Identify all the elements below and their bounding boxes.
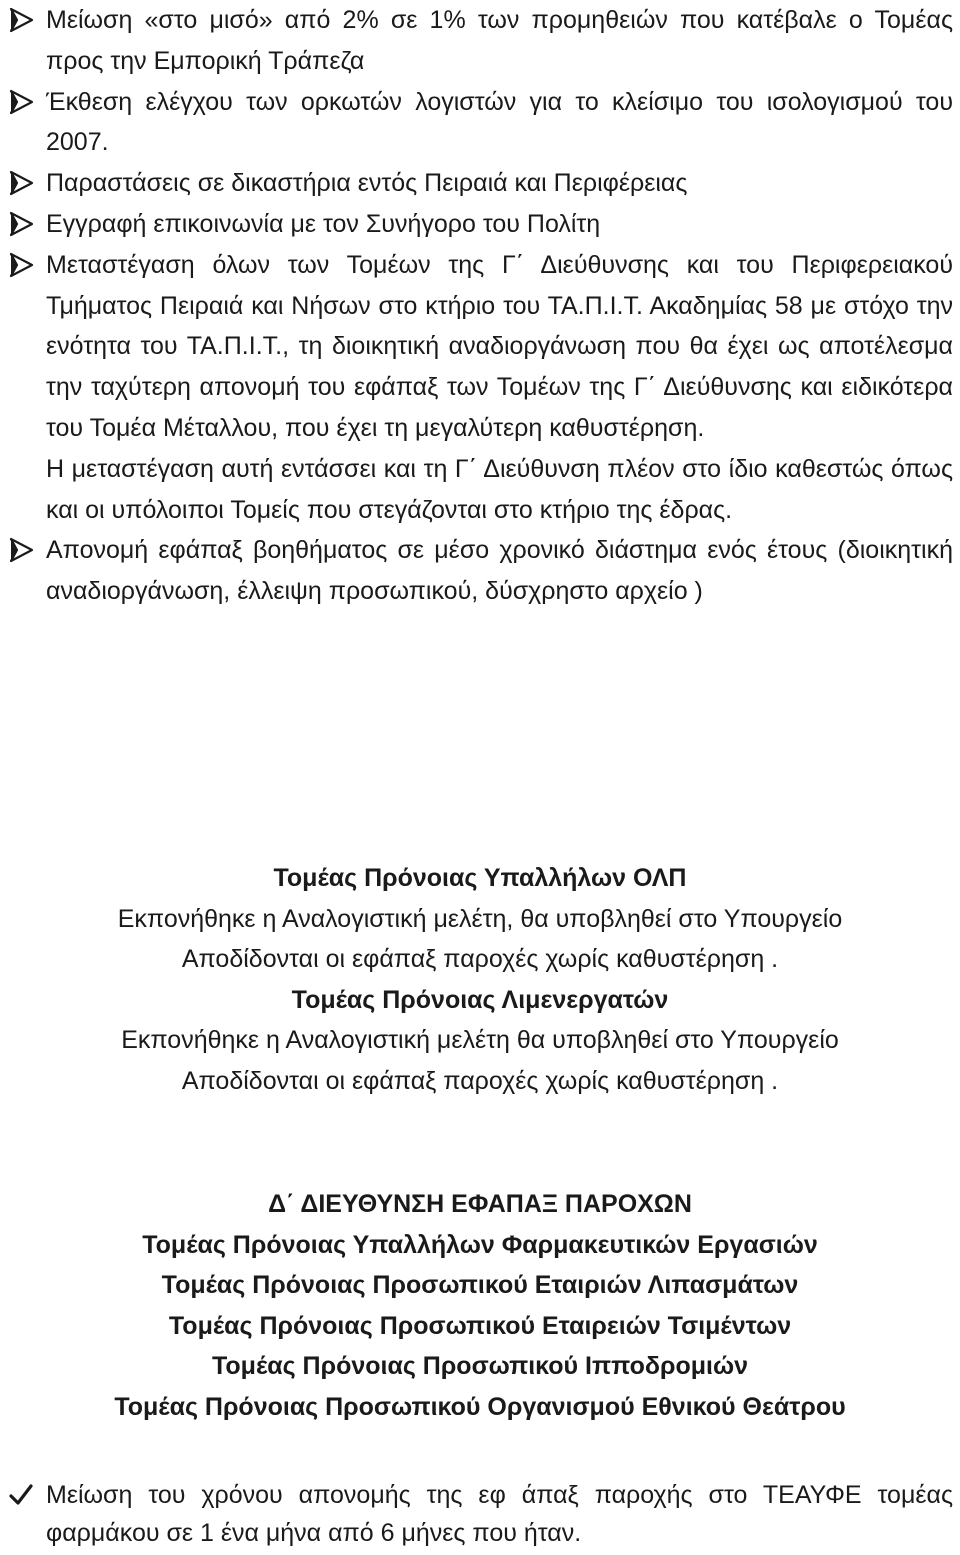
check-list — [0, 1476, 960, 1552]
arrowhead-bullet-icon — [8, 170, 34, 196]
sector-name: Τομέας Πρόνοιας Προσωπικού Ιπποδρομιών — [211, 1352, 749, 1380]
bullet-text: Εγγραφή επικοινωνία με τον Συνήγορο του Πολίτη — [46, 209, 601, 238]
sector-name: Τομέας Πρόνοιας Προσωπικού Οργανισμού Εθνικού Θεάτρου — [114, 1392, 846, 1421]
sector-name: Τομέας Πρόνοιας Υπαλλήλων Φαρμακευτικών Εργασιών — [142, 1230, 818, 1259]
relocation-note: Η μεταστέγαση αυτή εντάσσει και τη Γ΄ Διεύθυνση πλέον στο ίδιο καθεστώς όπως και οι υπόλοιποι Τομείς που στεγάζονται στο κτήριο της έδρας. — [46, 454, 953, 524]
list-item — [0, 204, 960, 245]
checkmark-icon — [8, 1482, 34, 1508]
bullet-list — [0, 0, 960, 612]
check-text: Μείωση του χρόνου απονομής της εφ άπαξ παροχής στο ΤΕΑΥΦΕ τομέας φαρμάκου σε 1 ένα μήνα από 6 μήνες που ήταν. — [46, 1481, 953, 1547]
bullet-text: Μείωση «στο μισό» από 2% σε 1% των προμηθειών που κατέβαλε ο Τομέας προς την Εμπορική Τράπεζα — [46, 6, 953, 75]
arrowhead-bullet-icon — [8, 89, 34, 115]
section-line: Εκπονήθηκε η Αναλογιστική μελέτη, θα υποβληθεί στο Υπουργείο — [117, 904, 843, 933]
section-line: Αποδίδονται οι εφάπαξ παροχές χωρίς καθυστέρηση . — [181, 945, 779, 973]
list-item — [0, 163, 960, 204]
section-heading: Τομέας Πρόνοιας Υπαλλήλων ΟΛΠ — [273, 864, 687, 892]
list-item — [0, 1476, 960, 1552]
section-line: Αποδίδονται οι εφάπαξ παροχές χωρίς καθυστέρηση . — [181, 1066, 779, 1095]
bullet-text: Απονομή εφάπαξ βοηθήματος σε μέσο χρονικό διάστημα ενός έτους (διοικητική αναδιοργάνωση, έλλειψη προσωπικού, δύσχρηστο αρχείο ) — [46, 536, 953, 606]
bullet-text: Μεταστέγαση όλων των Τομέων της Γ΄ Διεύθυνσης και του Περιφερειακού Τμήματος Πειραιά και Νήσων στο κτήριο του ΤΑ.Π.Ι.Τ. Ακαδημίας 58 με στόχο την ενότητα του ΤΑ.Π.Ι.Τ., τη διοικητική αναδιοργάνωση που θα έχει ως αποτέλεσμα την ταχύτερη απονομή του εφάπαξ των Τομέων της Γ΄ Διεύθυνσης και ειδικότερα του Τομέα Μέταλλου, που έχει τη μεγαλύτερη καθυστέρηση. — [46, 250, 953, 442]
directorate-section — [0, 1184, 960, 1427]
bullet-text: Έκθεση ελέγχου των ορκωτών λογιστών για το κλείσιμο του ισολογισμού του 2007. — [46, 87, 953, 157]
arrowhead-bullet-icon — [8, 252, 34, 278]
arrowhead-bullet-icon — [8, 537, 34, 563]
section-heading: Τομέας Πρόνοιας Λιμενεργατών — [291, 985, 669, 1014]
list-item — [0, 245, 960, 449]
section-line: Εκπονήθηκε η Αναλογιστική μελέτη θα υποβληθεί στο Υπουργείο — [121, 1026, 839, 1054]
arrowhead-bullet-icon — [8, 7, 34, 33]
list-item — [0, 82, 960, 164]
bullet-text: Παραστάσεις σε δικαστήρια εντός Πειραιά και Περιφέρειας — [46, 169, 688, 198]
sector-name: Τομέας Πρόνοιας Προσωπικού Εταιρειών Τσιμέντων — [168, 1311, 792, 1340]
sector-name: Τομέας Πρόνοιας Προσωπικού Εταιριών Λιπασμάτων — [161, 1271, 799, 1299]
list-item — [0, 0, 960, 82]
directorate-title: Δ΄ ΔΙΕΥΘΥΝΣΗ ΕΦΑΠΑΞ ΠΑΡΟΧΩΝ — [268, 1190, 692, 1218]
olp-section — [0, 858, 960, 1101]
list-item — [0, 530, 960, 612]
arrowhead-bullet-icon — [8, 211, 34, 237]
